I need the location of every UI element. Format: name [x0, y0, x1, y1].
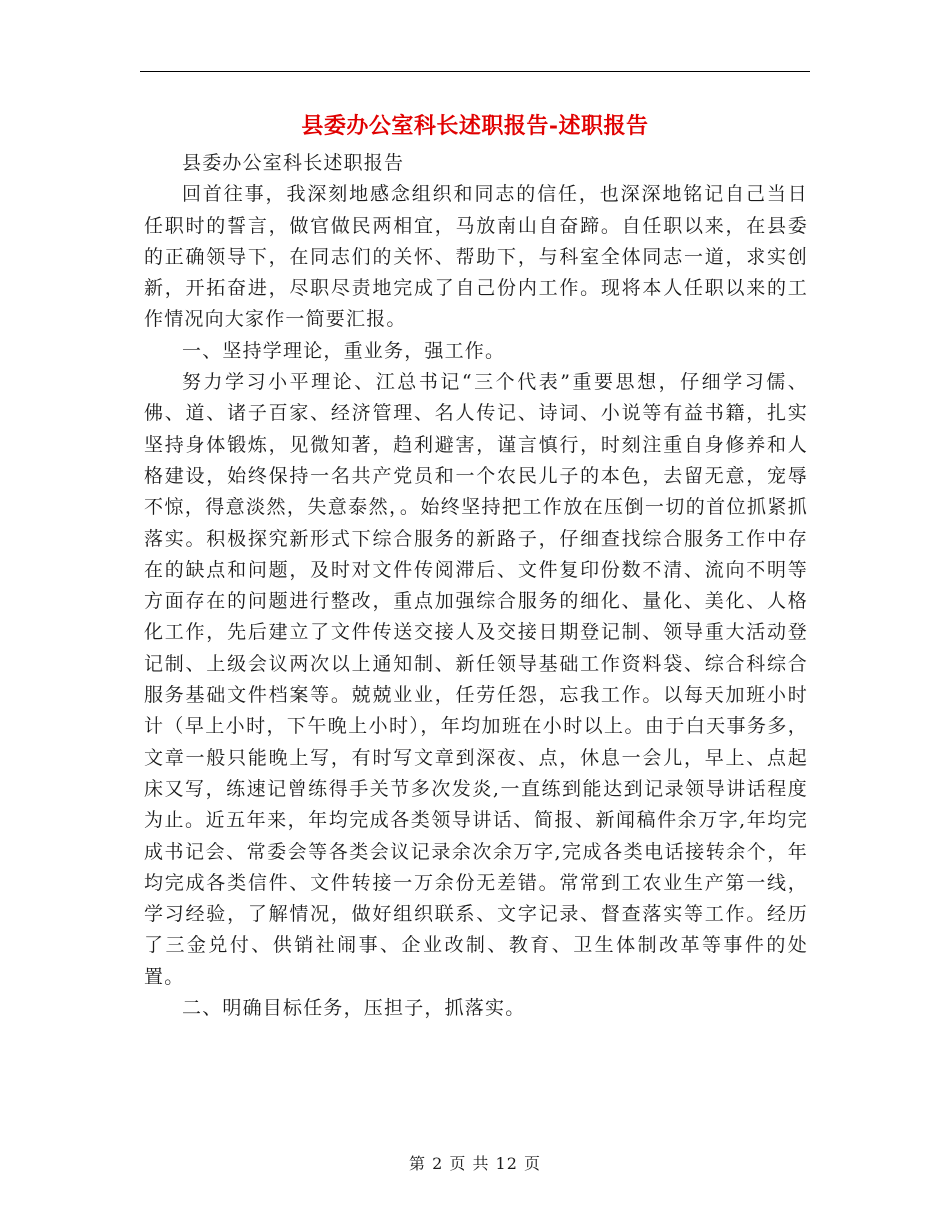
paragraph-subtitle: 县委办公室科长述职报告 — [182, 152, 405, 174]
header-rule — [140, 71, 810, 72]
section-heading-2: 二、明确目标任务，压担子，抓落实。 — [182, 997, 526, 1020]
document-body — [144, 148, 808, 1024]
paragraph-section-1: 努力学习小平理论、江总书记“三个代表”重要思想，仔细学习儒、佛、道、诸子百家、经济管理、名人传记、诗词、小说等有益书籍，扎实坚持身体锻炼，见微知著，趋利避害，谨言慎行，时刻注重自身修养和人格建设，始终保持一名共产党员和一个农民儿子的本色，去留无意，宠辱不惊，得意淡然，失意泰然，。始终坚持把工作放在压倒一切的首位抓紧抓落实。积极探究新形式下综合服务的新路子，仔细查找综合服务工作中存在的缺点和问题，及时对文件传阅滞后、文件复印份数不清、流向不明等方面存在的问题进行整改，重点加强综合服务的细化、量化、美化、人格化工作，先后建立了文件传送交接人及交接日期登记制、领导重大活动登记制、上级会议两次以上通知制、新任领导基础工作资料袋、综合科综合服务基础文件档案等。兢兢业业，任劳任怨，忘我工作。以每天加班小时计（早上小时，下午晚上小时），年均加班在小时以上。由于白天事务多，文章一般只能晚上写，有时写文章到深夜、点，休息一会儿，早上、点起床又写，练速记曾练得手关节多次发炎,一直练到能达到记录领导讲话程度为止。近五年来，年均完成各类领导讲话、简报、新闻稿件余万字,年均完成书记会、常委会等各类会议记录余次余万字,完成各类电话接转余个，年均完成各类信件、文件转接一万余份无差错。常常到工农业生产第一线，学习经验，了解情况，做好组织联系、文字记录、督查落实等工作。经历了三金兑付、供销社闹事、企业改制、教育、卫生体制改革等事件的处置。 — [144, 371, 808, 988]
page-footer: 第 2 页 共 12 页 — [409, 1154, 541, 1173]
section-heading-1: 一、坚持学理论，重业务，强工作。 — [182, 339, 506, 362]
paragraph-intro: 回首往事，我深刻地感念组织和同志的信任，也深深地铭记自己当日任职时的誓言，做官做民两相宜，马放南山自奋蹄。自任职以来，在县委的正确领导下，在同志们的关怀、帮助下，与科室全体同志一道，求实创新，开拓奋进，尽职尽责地完成了自己份内工作。现将本人任职以来的工作情况向大家作一简要汇报。 — [144, 183, 808, 331]
document-title: 县委办公室科长述职报告-述职报告 — [301, 113, 649, 139]
